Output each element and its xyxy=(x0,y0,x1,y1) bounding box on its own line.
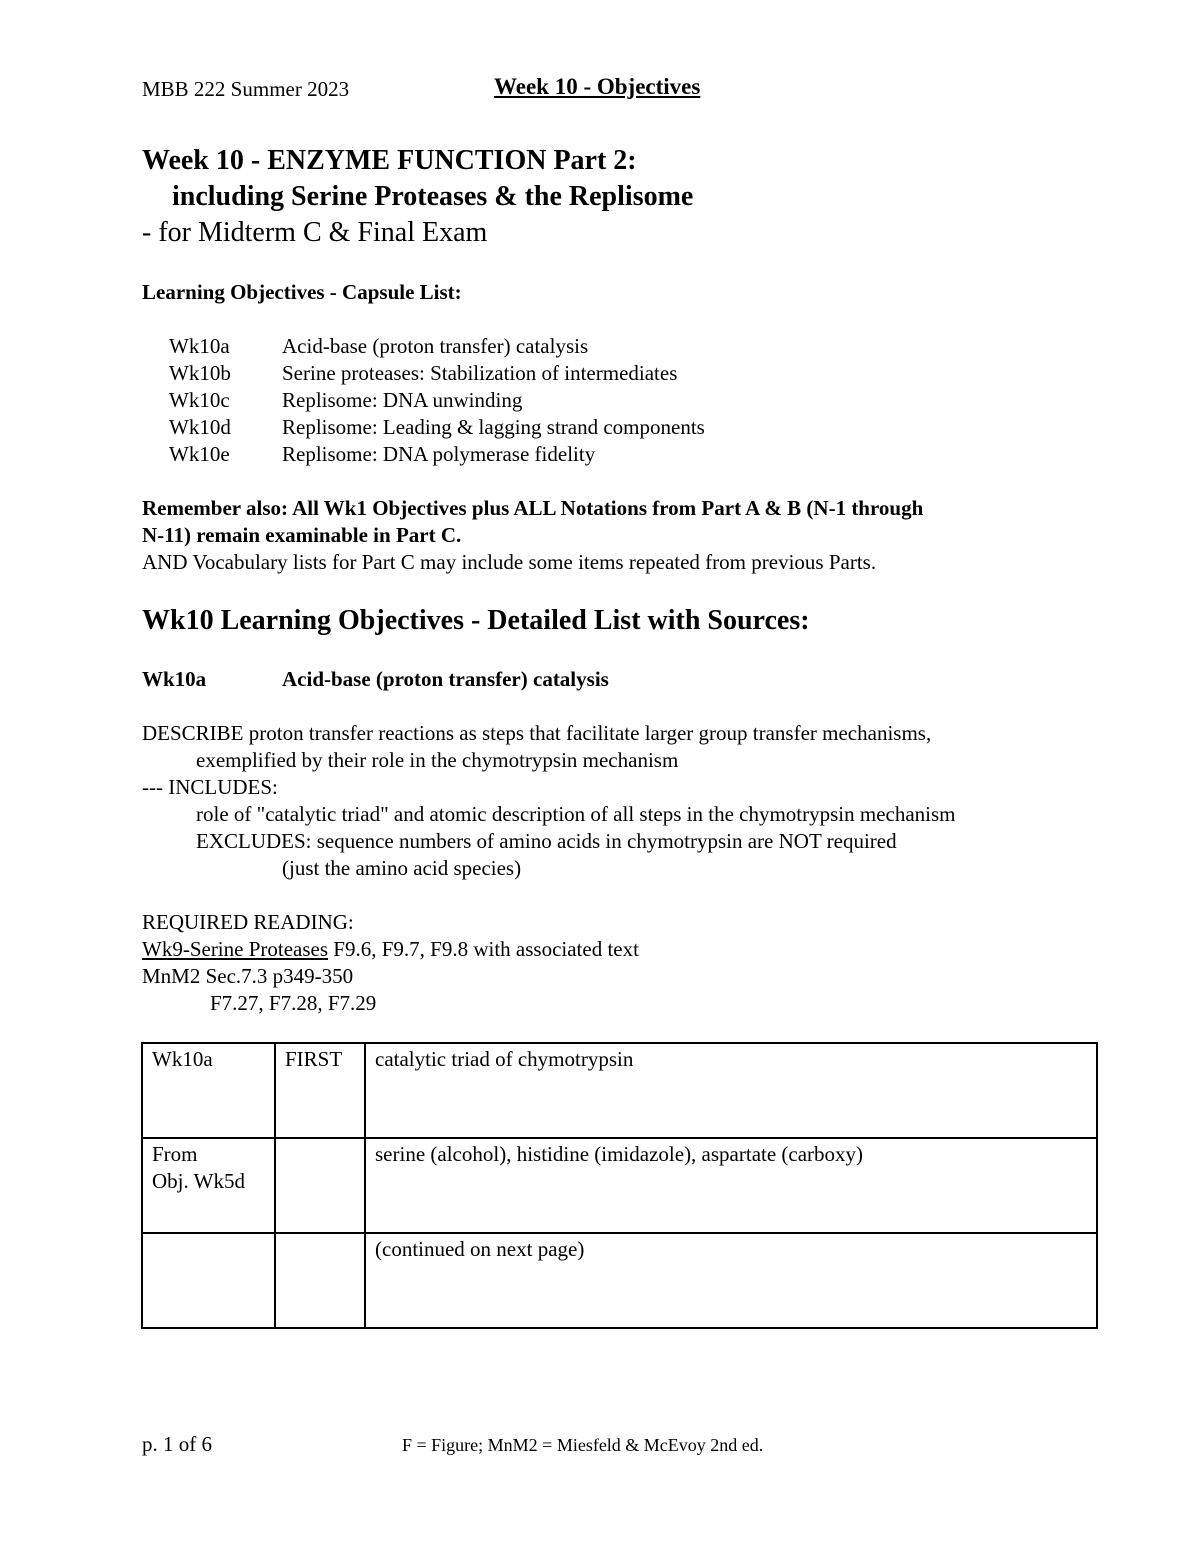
table-cell-order: FIRST xyxy=(275,1043,365,1138)
objective-code: Wk10a xyxy=(142,667,207,691)
remember-note-line-2: N-11) remain examinable in Part C. xyxy=(142,523,462,547)
table-cell-code: Wk10a xyxy=(142,1043,275,1138)
capsule-item-code: Wk10c xyxy=(169,388,230,412)
required-reading-line-2: MnM2 Sec.7.3 p349-350 xyxy=(142,964,354,988)
serine-proteases-link[interactable]: Wk9-Serine Proteases xyxy=(142,937,329,961)
table-cell-content: catalytic triad of chymotrypsin xyxy=(365,1043,1097,1138)
table-cell-from-label: From xyxy=(152,1142,198,1166)
capsule-item-code: Wk10b xyxy=(169,361,231,385)
required-reading-figures: F9.6, F9.7, F9.8 with associated text xyxy=(328,937,639,961)
page-number: p. 1 of 6 xyxy=(142,1432,212,1456)
capsule-list-heading: Learning Objectives - Capsule List: xyxy=(142,280,462,304)
capsule-item-description: Replisome: DNA unwinding xyxy=(282,388,523,412)
capsule-item-description: Acid-base (proton transfer) catalysis xyxy=(282,334,589,358)
excludes-note: (just the amino acid species) xyxy=(282,856,522,880)
required-reading-line-1 xyxy=(142,936,639,963)
table-row xyxy=(142,1138,1097,1233)
capsule-item-code: Wk10e xyxy=(169,442,230,466)
includes-detail: role of "catalytic triad" and atomic description of all steps in the chymotrypsin mechanism xyxy=(196,802,956,826)
page-title-line-3: - for Midterm C & Final Exam xyxy=(142,217,488,248)
vocabulary-note: AND Vocabulary lists for Part C may include some items repeated from previous Parts. xyxy=(142,550,877,574)
detailed-list-heading: Wk10 Learning Objectives - Detailed List with Sources: xyxy=(142,605,810,636)
footer-legend: F = Figure; MnM2 = Miesfeld & McEvoy 2nd ed. xyxy=(402,1435,764,1455)
table-cell-from-objective: Obj. Wk5d xyxy=(152,1169,245,1193)
capsule-item-code: Wk10d xyxy=(169,415,231,439)
page-title-line-2: including Serine Proteases & the Replisome xyxy=(172,181,694,212)
table-cell-order xyxy=(275,1138,365,1233)
required-reading-heading: REQUIRED READING: xyxy=(142,910,354,934)
capsule-item-description: Replisome: Leading & lagging strand components xyxy=(282,415,705,439)
excludes-detail: EXCLUDES: sequence numbers of amino acids in chymotrypsin are NOT required xyxy=(196,829,897,853)
table-cell-content: (continued on next page) xyxy=(365,1233,1097,1328)
table-row xyxy=(142,1233,1097,1328)
table-cell-content: serine (alcohol), histidine (imidazole), aspartate (carboxy) xyxy=(365,1138,1097,1233)
objectives-table xyxy=(141,1042,1098,1329)
page-title-line-1: Week 10 - ENZYME FUNCTION Part 2: xyxy=(142,145,637,176)
objective-title: Acid-base (proton transfer) catalysis xyxy=(282,667,609,691)
table-cell-order xyxy=(275,1233,365,1328)
course-header: MBB 222 Summer 2023 xyxy=(142,77,350,101)
section-header: Week 10 - Objectives xyxy=(494,74,701,99)
remember-note-line-1: Remember also: All Wk1 Objectives plus ALL Notations from Part A & B (N-1 through xyxy=(142,496,924,520)
table-cell-code xyxy=(142,1233,275,1328)
table-cell-code xyxy=(142,1138,275,1233)
capsule-item-description: Replisome: DNA polymerase fidelity xyxy=(282,442,596,466)
objective-describe-line-1: DESCRIBE proton transfer reactions as steps that facilitate larger group transfer mechanisms, xyxy=(142,721,932,745)
objective-describe-line-2: exemplified by their role in the chymotrypsin mechanism xyxy=(196,748,679,772)
capsule-item-code: Wk10a xyxy=(169,334,230,358)
capsule-item-description: Serine proteases: Stabilization of intermediates xyxy=(282,361,678,385)
includes-label: --- INCLUDES: xyxy=(142,775,278,799)
required-reading-line-3: F7.27, F7.28, F7.29 xyxy=(210,991,377,1015)
table-row xyxy=(142,1043,1097,1138)
